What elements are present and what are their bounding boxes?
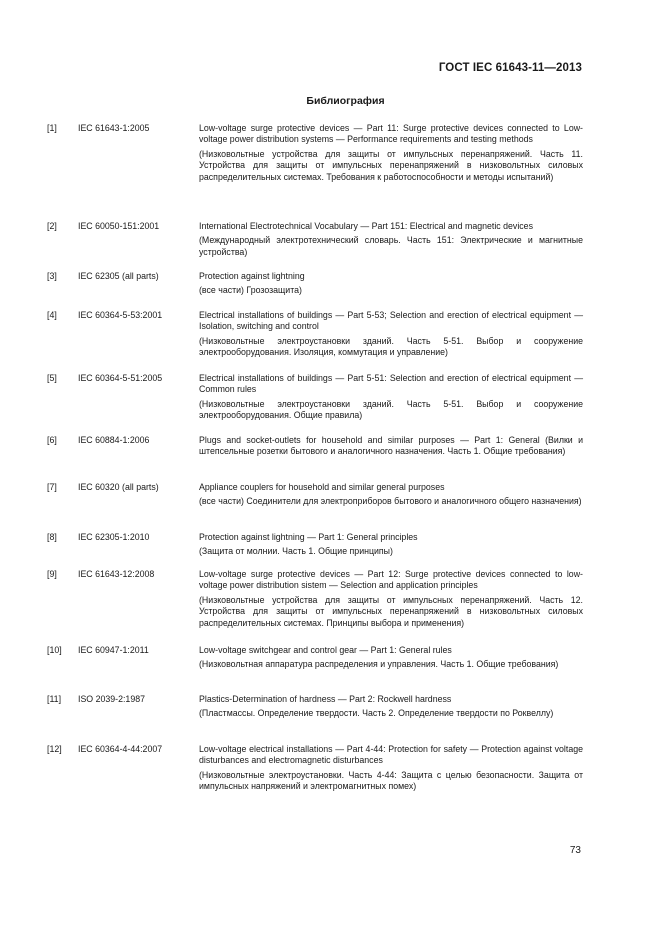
entry-title-en: Low-voltage surge protective devices — Part 12: Surge protective devices connected to low-voltage power distribution sistem — Selection and application principles xyxy=(199,569,583,591)
entry-title-ru: (Низковольтные устройства для защиты от импульсных перенапряжений. Часть 12. Устройства для защиты от импульсных перенапряжений в низковольтных силовых распределительных системах. Принципы выбора и применения) xyxy=(199,594,583,628)
entry-title-en: Protection against lightning xyxy=(199,271,305,281)
entry-code: IEC 62305-1:2010 xyxy=(78,532,150,542)
entry-title-en: Electrical installations of buildings — Part 5-53; Selection and erection of electrical equipment — Isolation, switching and control xyxy=(199,310,583,332)
entry-title-en: International Electrotechnical Vocabulary — Part 151: Electrical and magnetic devices xyxy=(199,221,533,231)
document-standard-header: ГОСТ IEC 61643-11—2013 xyxy=(438,62,582,74)
entry-number: [3] xyxy=(47,271,57,281)
entry-code: IEC 62305 (all parts) xyxy=(78,271,159,281)
entry-number: [1] xyxy=(47,123,57,133)
entry-number: [4] xyxy=(47,310,57,320)
entry-number: [12] xyxy=(47,744,62,754)
entry-code: IEC 60050-151:2001 xyxy=(78,221,160,231)
entry-title-ru: (все части) Соединители для электроприборов бытового и аналогичного общего назначения) xyxy=(199,496,582,507)
entry-code: IEC 61643-12:2008 xyxy=(78,569,155,579)
entry-number: [8] xyxy=(47,532,57,542)
entry-title-ru: (Низковольтная аппаратура распределения и управления. Часть 1. Общие требования) xyxy=(199,659,559,670)
entry-number: [9] xyxy=(47,569,57,579)
entry-code: IEC 60364-4-44:2007 xyxy=(78,744,163,754)
entry-title-en: Low-voltage electrical installations — Part 4-44: Protection for safety — Protection against voltage disturbances and electromagnetic disturbances xyxy=(199,744,583,766)
entry-code: IEC 60320 (all parts) xyxy=(78,482,159,492)
entry-code: IEC 60947-1:2011 xyxy=(78,645,149,655)
entry-title-ru: (Защита от молнии. Часть 1. Общие принципы) xyxy=(199,546,393,557)
entry-title-en: Protection against lightning — Part 1: General principles xyxy=(199,532,418,542)
entry-title-ru: (Международный электротехнический словарь. Часть 151: Электрические и магнитные устройства) xyxy=(199,235,583,257)
entry-title-ru: (Пластмассы. Определение твердости. Часть 2. Определение твердости по Роквеллу) xyxy=(199,708,554,719)
entry-title-ru: (Низковольтные устройства для защиты от импульсных перенапряжений. Часть 11. Устройства для защиты от импульсных перенапряжений в низковольтных силовых распределительных системах. Требования к работоспособности и методы испытаний) xyxy=(199,148,583,182)
entry-code: IEC 60364-5-53:2001 xyxy=(78,310,163,320)
entry-title-en: Electrical installations of buildings — Part 5-51: Selection and erection of electrical equipment — Common rules xyxy=(199,373,583,395)
entry-title-en: Appliance couplers for household and similar general purposes xyxy=(199,482,445,492)
entry-title-en: Plastics-Determination of hardness — Part 2: Rockwell hardness xyxy=(199,694,452,704)
page-number: 73 xyxy=(569,845,581,856)
entry-title-ru: (Низковольтные электроустановки зданий. Часть 5-51. Выбор и сооружение электрооборудования. Общие правила) xyxy=(199,398,583,421)
entry-title-ru: (все части) Грозозащита) xyxy=(199,285,302,296)
entry-code: IEC 61643-1:2005 xyxy=(78,123,150,133)
entry-code: IEC 60364-5-51:2005 xyxy=(78,373,163,383)
entry-number: [2] xyxy=(47,221,57,231)
entry-title-en: Plugs and socket-outlets for household and similar purposes — Part 1: General (Вилки и штепсельные розетки бытового и аналогичного назначения. Часть 1. Общие требования) xyxy=(199,435,583,457)
bibliography-title: Библиография xyxy=(306,95,385,107)
entry-title-en: Low-voltage surge protective devices — Part 11: Surge protective devices connected to Low-voltage power distribution systems — Performance requirements and testing methods xyxy=(199,123,583,145)
entry-number: [6] xyxy=(47,435,57,445)
entry-title-en: Low-voltage switchgear and control gear — Part 1: General rules xyxy=(199,645,452,655)
entry-title-ru: (Низковольтные электроустановки зданий. Часть 5-51. Выбор и сооружение электрооборудования. Изоляция, коммутация и управление) xyxy=(199,335,583,358)
entry-title-ru: (Низковольтные электроустановки. Часть 4-44: Защита с целью безопасности. Защита от импульсных напряжений и электромагнитных помех) xyxy=(199,769,583,792)
entry-number: [11] xyxy=(47,694,62,704)
entry-code: IEC 60884-1:2006 xyxy=(78,435,150,445)
entry-number: [10] xyxy=(47,645,62,655)
entry-number: [5] xyxy=(47,373,57,383)
entry-number: [7] xyxy=(47,482,57,492)
entry-code: ISO 2039-2:1987 xyxy=(78,694,146,704)
